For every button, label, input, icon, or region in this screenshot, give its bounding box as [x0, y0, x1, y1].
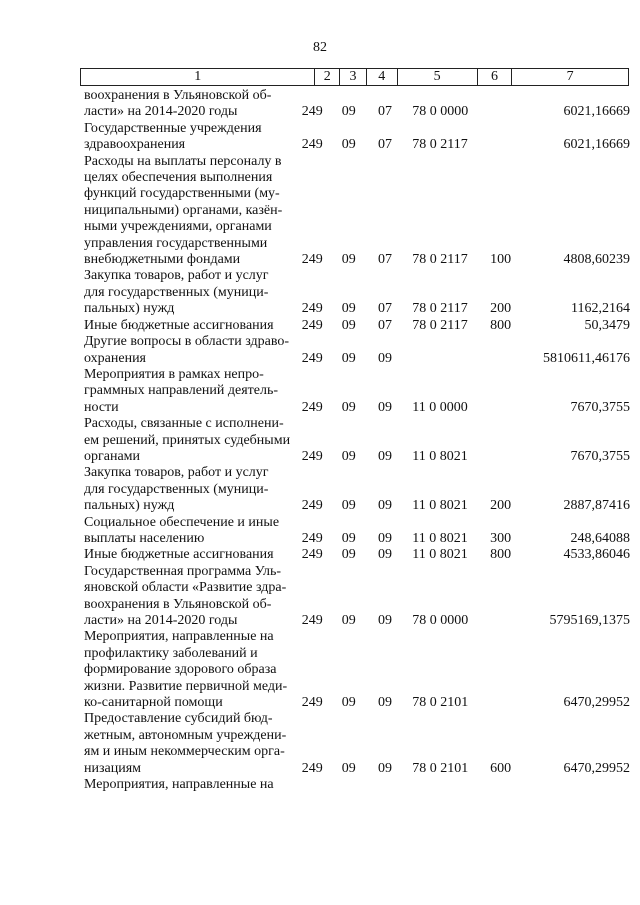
row-name — [84, 629, 296, 711]
row-col-2: 249 — [301, 317, 323, 333]
row-col-2: 249 — [301, 498, 323, 514]
row-col-4: 07 — [377, 252, 392, 268]
table-row — [84, 367, 630, 416]
row-col-2: 249 — [301, 695, 323, 711]
table-row — [84, 416, 630, 465]
row-col-7: 6470,29952 — [563, 695, 630, 711]
row-name — [84, 416, 296, 465]
row-col-3: 09 — [341, 301, 356, 317]
row-name — [84, 121, 296, 154]
row-name-line: Мероприятия в рамках непро- — [84, 366, 264, 382]
row-name-line: жизни. Развитие первичной меди- — [84, 678, 288, 694]
row-col-5: 78 0 2117 — [412, 137, 468, 153]
row-name-line: граммных направлений деятель- — [84, 383, 279, 399]
row-name-line: Расходы, связанные с исполнени- — [84, 416, 284, 432]
table-row — [84, 318, 630, 334]
row-col-6: 800 — [490, 547, 512, 563]
row-col-5: 78 0 2117 — [412, 301, 468, 317]
row-col-2: 249 — [301, 252, 323, 268]
page-number: 82 — [313, 40, 327, 55]
row-name-line: ко-санитарной помощи — [84, 695, 223, 711]
row-name-line: Расходы на выплаты персоналу в — [84, 153, 282, 169]
table-row — [84, 547, 630, 563]
row-col-7: 6021,16669 — [563, 104, 630, 120]
row-col-6: 300 — [490, 530, 512, 546]
row-col-3: 09 — [341, 350, 356, 366]
row-col-5: 78 0 0000 — [412, 104, 469, 120]
header-col-3: 3 — [340, 69, 367, 85]
row-col-4: 09 — [377, 399, 392, 415]
table-row — [84, 629, 630, 711]
row-name-line: низациям — [84, 760, 142, 776]
header-col-7: 7 — [566, 69, 574, 84]
row-col-5: 78 0 2117 — [412, 317, 468, 333]
row-name-line: внебюджетными фондами — [84, 252, 241, 268]
row-name-line: для государственных (муници- — [84, 284, 269, 300]
row-name-line: Иные бюджетные ассигнования — [84, 547, 274, 563]
row-col-5: 11 0 0000 — [412, 399, 468, 415]
row-col-4: 07 — [377, 137, 392, 153]
row-col-7: 6021,16669 — [563, 137, 630, 153]
row-name-line: пальных) нужд — [84, 498, 175, 514]
row-name-line: органами — [84, 448, 141, 464]
table-row — [84, 121, 630, 154]
table-row — [84, 711, 630, 777]
row-col-3: 09 — [341, 104, 356, 120]
row-col-3: 09 — [341, 399, 356, 415]
row-col-3: 09 — [341, 695, 356, 711]
table-row — [84, 515, 630, 548]
row-name-line: воохранения в Ульяновской об- — [84, 596, 272, 612]
row-col-7: 5795169,1375 — [549, 613, 630, 628]
row-col-7: 4808,60239 — [563, 252, 630, 268]
row-name-line: Государственные учреждения — [84, 120, 262, 136]
table-row — [84, 334, 630, 367]
row-name — [84, 564, 296, 630]
row-col-3: 09 — [341, 760, 356, 776]
header-col-1: 1 — [81, 69, 315, 85]
row-name-line: Закупка товаров, работ и услуг — [84, 465, 269, 481]
row-col-5: 78 0 2101 — [412, 695, 469, 711]
row-name-line: профилактику заболеваний и — [84, 645, 258, 661]
row-name-line: пальных) нужд — [84, 301, 175, 317]
row-col-4: 09 — [377, 613, 392, 628]
row-name-line: ными учреждениями, органами — [84, 219, 272, 235]
row-col-4: 09 — [377, 547, 392, 563]
row-col-7: 6470,29952 — [563, 760, 630, 776]
row-name-line: управления государственными — [84, 235, 268, 251]
row-name-line: жетным, автономным учреждени- — [84, 727, 287, 743]
table-row — [84, 465, 630, 514]
header-col-4: 4 — [367, 69, 398, 85]
row-name-line: Мероприятия, направленные на — [84, 629, 274, 645]
row-name-line: Другие вопросы в области здраво- — [84, 334, 289, 350]
row-col-6: 800 — [490, 317, 512, 333]
row-col-5: 11 0 8021 — [412, 448, 468, 464]
row-col-7: 2887,87416 — [563, 498, 630, 514]
row-col-6: 200 — [490, 498, 512, 514]
row-col-7: 7670,3755 — [570, 448, 630, 464]
row-col-4: 09 — [377, 760, 392, 776]
row-name — [84, 154, 296, 269]
table-row — [84, 777, 630, 793]
header-col-6: 6 — [478, 69, 513, 85]
row-col-5: 11 0 8021 — [412, 498, 468, 514]
row-col-4: 09 — [377, 350, 392, 366]
row-name-line: Социальное обеспечение и иные — [84, 514, 280, 530]
row-col-3: 09 — [341, 137, 356, 153]
row-name — [84, 268, 296, 317]
row-col-7: 248,64088 — [570, 530, 630, 546]
row-name-line: здравоохранения — [84, 137, 186, 153]
row-col-4: 09 — [377, 530, 392, 546]
row-col-5: 78 0 2117 — [412, 252, 468, 268]
row-name-line: Предоставление субсидий бюд- — [84, 711, 273, 727]
row-name-line: для государственных (муници- — [84, 481, 269, 497]
row-col-3: 09 — [341, 613, 356, 628]
table-row — [84, 88, 630, 121]
row-col-6: 600 — [490, 760, 512, 776]
row-name — [84, 777, 296, 793]
row-col-2: 249 — [301, 530, 323, 546]
header-col-5: 5 — [398, 69, 478, 85]
row-name-line: выплаты населению — [84, 530, 205, 546]
row-name-line: Мероприятия, направленные на — [84, 777, 274, 793]
row-col-4: 07 — [377, 301, 392, 317]
row-name-line: ям и иным некоммерческим орга- — [84, 744, 285, 760]
row-col-3: 09 — [341, 498, 356, 514]
row-name-line: ласти» на 2014-2020 годы — [84, 613, 238, 628]
row-col-2: 249 — [301, 613, 323, 628]
row-name — [84, 515, 296, 548]
row-name-line: воохранения в Ульяновской об- — [84, 88, 272, 103]
row-col-2: 249 — [301, 448, 323, 464]
row-name-line: формирование здорового образа — [84, 662, 277, 678]
row-name — [84, 465, 296, 514]
table-row — [84, 564, 630, 630]
row-col-2: 249 — [301, 547, 323, 563]
row-name-line: Иные бюджетные ассигнования — [84, 317, 274, 333]
row-name-line: охранения — [84, 350, 146, 366]
row-col-7: 50,3479 — [584, 317, 630, 333]
row-col-2: 249 — [301, 301, 323, 317]
row-col-3: 09 — [341, 448, 356, 464]
row-col-7: 4533,86046 — [563, 547, 630, 563]
row-col-3: 09 — [341, 252, 356, 268]
row-col-6: 200 — [490, 301, 512, 317]
row-name-line: ности — [84, 399, 119, 415]
row-col-2: 249 — [301, 399, 323, 415]
row-name — [84, 547, 296, 563]
row-name-line: ласти» на 2014-2020 годы — [84, 104, 238, 120]
row-name — [84, 711, 296, 777]
row-col-2: 249 — [301, 104, 323, 120]
row-name-line: яновской области «Развитие здра- — [84, 580, 287, 596]
row-name-line: целях обеспечения выполнения — [84, 170, 273, 186]
row-name-line: ниципальными) органами, казён- — [84, 202, 283, 218]
row-col-5: 11 0 8021 — [412, 547, 468, 563]
row-name — [84, 318, 296, 334]
row-name-line: ем решений, принятых судебными — [84, 432, 291, 448]
row-col-3: 09 — [341, 317, 356, 333]
row-col-2: 249 — [301, 137, 323, 153]
row-col-7: 5810611,46176 — [543, 350, 630, 366]
header-col-2: 2 — [315, 69, 340, 85]
row-col-4: 09 — [377, 498, 392, 514]
table-row — [84, 154, 630, 269]
row-col-3: 09 — [341, 530, 356, 546]
row-name — [84, 334, 296, 367]
table-row — [84, 268, 630, 317]
table-header — [80, 68, 629, 86]
row-col-7: 7670,3755 — [570, 399, 630, 415]
row-col-6: 100 — [490, 252, 512, 268]
row-name — [84, 367, 296, 416]
row-col-4: 09 — [377, 695, 392, 711]
row-col-5: 78 0 0000 — [412, 613, 469, 628]
row-name-line: Государственная программа Уль- — [84, 563, 282, 579]
row-col-4: 07 — [377, 104, 392, 120]
table-body — [84, 88, 630, 793]
row-col-5: 78 0 2101 — [412, 760, 469, 776]
row-name — [84, 88, 296, 121]
row-col-5: 11 0 8021 — [412, 530, 468, 546]
row-name-line: функций государственными (му- — [84, 186, 280, 202]
row-col-4: 09 — [377, 448, 392, 464]
row-col-4: 07 — [377, 317, 392, 333]
row-col-2: 249 — [301, 760, 323, 776]
row-col-7: 1162,2164 — [571, 301, 630, 317]
row-col-2: 249 — [301, 350, 323, 366]
row-name-line: Закупка товаров, работ и услуг — [84, 268, 269, 284]
row-col-3: 09 — [341, 547, 356, 563]
